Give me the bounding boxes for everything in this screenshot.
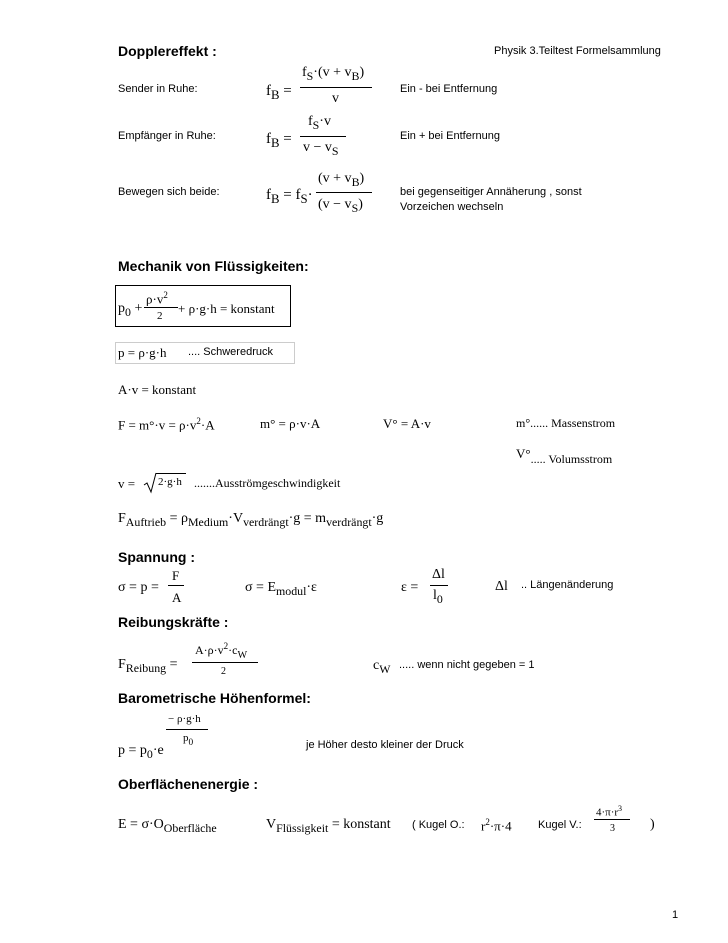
reibung-denominator: 2 xyxy=(221,666,226,677)
fraction-bar xyxy=(168,585,184,586)
cw-symbol: $c_W$ xyxy=(373,658,391,676)
volflow-formula: V° = A·v xyxy=(383,416,431,431)
sqrt-icon xyxy=(143,472,157,494)
fraction-bar xyxy=(300,87,372,88)
volflow-note: V°..... Volumsstrom xyxy=(516,446,613,466)
doppler-sender-label: Sender in Ruhe: xyxy=(118,83,198,95)
torricelli-lhs: v = xyxy=(118,476,136,491)
kugel-o-label: ( Kugel O.: xyxy=(412,819,465,831)
fraction-bar xyxy=(300,136,346,137)
torricelli-radicand: 2·g·h xyxy=(158,476,182,488)
doppler-both-note-2: Vorzeichen wechseln xyxy=(400,201,504,213)
baro-exponent-numerator: − ρ·g·h xyxy=(168,713,201,725)
kugel-o-formula: $r^2\cdot\pi\cdot 4$ xyxy=(481,817,512,834)
ober-energy-formula: $E = \sigma\cdot O_{Oberfläche}$ xyxy=(118,817,217,835)
strain-denominator: $l_0$ xyxy=(433,588,443,606)
doppler-both-note-1: bei gegenseitiger Annäherung , sonst xyxy=(400,186,582,198)
reibung-numerator: $A\cdot\rho\cdot v^2\cdot c_W$ xyxy=(195,641,248,661)
fraction-bar xyxy=(192,662,258,663)
spannung-denominator: A xyxy=(172,590,182,605)
fraction-bar xyxy=(144,307,178,308)
doppler-both-denominator: $(v - v_S)$ xyxy=(318,197,363,215)
reibung-lhs: $F_{Reibung}$ = xyxy=(118,657,178,675)
document-header: Physik 3.Teiltest Formelsammlung xyxy=(494,45,661,57)
section-title-mechanik: Mechanik von Flüssigkeiten: xyxy=(118,258,309,274)
doppler-both-numerator: $(v + v_B)$ xyxy=(318,171,365,189)
kugel-close-paren: ) xyxy=(650,817,655,832)
kugel-v-denominator: 3 xyxy=(610,823,615,834)
doppler-sender-numerator: $f_S\cdot(v + v_B)$ xyxy=(302,65,365,83)
spannung-lhs: σ = p = xyxy=(118,580,159,595)
section-title-spannung: Spannung : xyxy=(118,549,195,565)
section-title-reibung: Reibungskräfte : xyxy=(118,614,229,630)
doppler-sender-note: Ein - bei Entfernung xyxy=(400,83,498,95)
doppler-receiver-numerator: $f_S\cdot v$ xyxy=(308,114,331,132)
cw-note: ..... wenn nicht gegeben = 1 xyxy=(399,659,535,671)
massflow-note: m°...... Massenstrom xyxy=(516,416,616,430)
bernoulli-numerator: $\rho\cdot v^2$ xyxy=(146,290,168,307)
ober-volume-formula: $V_{Flüssigkeit}$ = konstant xyxy=(266,817,391,835)
doppler-both-lhs: $f_B = f_S\cdot$ xyxy=(266,187,313,206)
delta-l-symbol: Δl xyxy=(495,579,508,594)
fraction-bar xyxy=(316,192,372,193)
bernoulli-denominator: 2 xyxy=(157,310,163,322)
section-title-baro: Barometrische Höhenformel: xyxy=(118,690,311,706)
page-number: 1 xyxy=(672,909,679,921)
section-title-doppler: Dopplereffekt : xyxy=(118,43,217,59)
hooke-formula: $\sigma = E_{modul}\cdot\varepsilon$ xyxy=(245,580,317,598)
doppler-sender-denominator: v xyxy=(332,91,339,106)
doppler-both-label: Bewegen sich beide: xyxy=(118,186,220,198)
kugel-v-label: Kugel V.: xyxy=(538,819,582,831)
kontinuitaet-formula: A·v = konstant xyxy=(118,382,197,397)
kugel-v-numerator: $4\cdot\pi\cdot r^3$ xyxy=(596,804,623,819)
doppler-receiver-lhs: $f_B$ = xyxy=(266,131,292,150)
doppler-receiver-label: Empfänger in Ruhe: xyxy=(118,130,216,142)
force-formula: $F = m^\circ\cdot v = \rho\cdot v^2\cdot A$ xyxy=(118,416,215,433)
torricelli-note: .......Ausströmgeschwindigkeit xyxy=(194,476,341,490)
doppler-receiver-denominator: $v - v_S$ xyxy=(303,140,339,158)
fraction-bar xyxy=(594,819,630,820)
massflow-formula: m° = ρ·v·A xyxy=(260,416,321,431)
spannung-numerator: F xyxy=(172,568,180,583)
schweredruck-formula: p = ρ·g·h xyxy=(118,345,167,360)
bernoulli-rest: + ρ·g·h = konstant xyxy=(178,301,275,316)
strain-numerator: Δl xyxy=(432,567,445,582)
strain-lhs: ε = xyxy=(401,580,419,595)
baro-exponent-denominator: $p_0$ xyxy=(183,732,194,748)
radical-bar xyxy=(156,473,186,474)
fraction-bar xyxy=(166,729,208,730)
schweredruck-note: .... Schweredruck xyxy=(188,346,273,358)
auftrieb-formula: $F_{Auftrieb} = \rho_{Medium}\cdot V_{verdrängt}\cdot g = m_{verdrängt}\cdot g$ xyxy=(118,511,384,529)
section-title-ober: Oberflächenenergie : xyxy=(118,776,259,792)
bernoulli-p0: $p_0$ + xyxy=(118,301,143,319)
doppler-sender-lhs: $f_B$ = xyxy=(266,83,292,102)
delta-l-note: .. Längenänderung xyxy=(521,579,614,591)
baro-formula: $p = p_0\cdot e$ xyxy=(118,743,164,761)
fraction-bar xyxy=(430,585,448,586)
baro-note: je Höher desto kleiner der Druck xyxy=(306,739,464,751)
doppler-receiver-note: Ein + bei Entfernung xyxy=(400,130,500,142)
